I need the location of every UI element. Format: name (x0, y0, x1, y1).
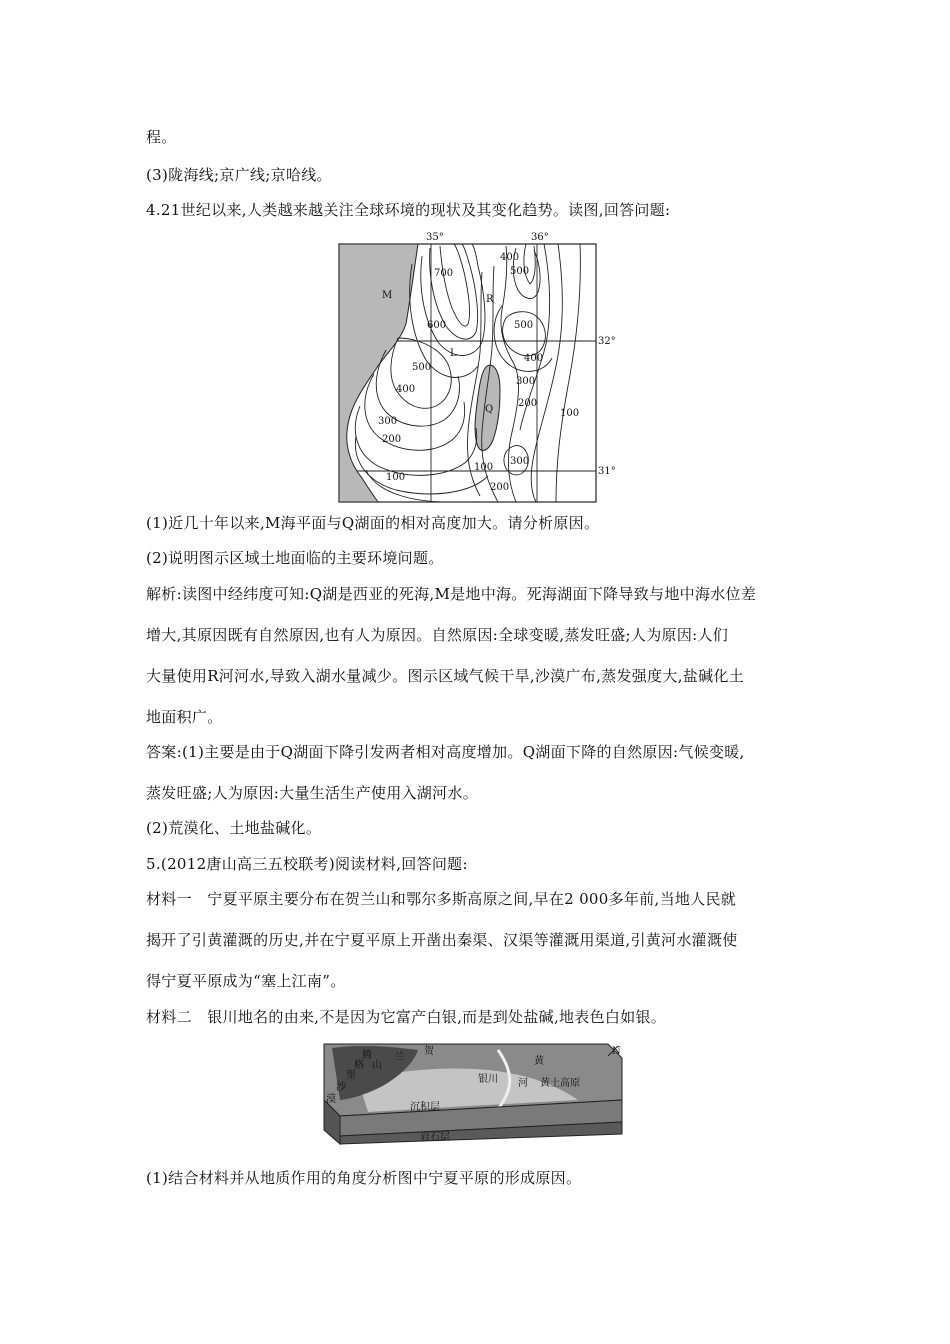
analysis-line-3: 大量使用R河河水,导致入湖水量减少。图示区域气候干旱,沙漠广布,蒸发强度大,盐碱化土 (146, 667, 744, 685)
question-5-1: (1)结合材料并从地质作用的角度分析图中宁夏平原的形成原因。 (146, 1169, 582, 1187)
contour-label: 400 (500, 252, 520, 263)
analysis-line-2: 增大,其原因既有自然原因,也有人为原因。自然原因:全球变暖,蒸发旺盛;人为原因:人们 (146, 626, 729, 644)
contour-map-figure (330, 226, 620, 506)
label-bedrock: 岩石层 (420, 1132, 450, 1143)
region-label-r: R (486, 294, 494, 305)
label-sha: 沙 (336, 1082, 346, 1093)
label-teng: 腾 (362, 1050, 372, 1061)
answer-line-2: 蒸发旺盛;人为原因:大量生活生产使用入湖河水。 (146, 784, 479, 802)
label-sediment: 沉积层 (410, 1102, 440, 1113)
block-diagram-figure (318, 1040, 630, 1150)
analysis-line-4: 地面积广。 (146, 708, 223, 726)
contour-label: 700 (434, 268, 454, 279)
label-huang: 黄 (534, 1056, 544, 1067)
material-1-line-2: 揭开了引黄灌溉的历史,并在宁夏平原上开凿出秦渠、汉渠等灌溉用渠道,引黄河水灌溉使 (146, 931, 738, 949)
question-4-1: (1)近几十年以来,M海平面与Q湖面的相对高度加大。请分析原因。 (146, 514, 600, 532)
contour-label: 200 (382, 434, 402, 445)
text-line-2: (3)陇海线;京广线;京哈线。 (146, 166, 332, 184)
material-1-line-1: 材料一 宁夏平原主要分布在贺兰山和鄂尔多斯高原之间,早在2 000多年前,当地人民就 (146, 890, 737, 908)
text-line-1: 程。 (146, 128, 177, 146)
contour-label: 200 (518, 398, 538, 409)
contour-label: 100 (474, 462, 494, 473)
contour-label: 400 (396, 384, 416, 395)
contour-label: 500 (412, 362, 432, 373)
lat-label-31: 31° (598, 466, 616, 477)
contour-label: 500 (514, 320, 534, 331)
contour-label: 200 (490, 482, 510, 493)
analysis-line-1: 解析:读图中经纬度可知:Q湖是西亚的死海,M是地中海。死海湖面下降导致与地中海水位差 (146, 585, 757, 603)
contour-label: 600 (427, 320, 447, 331)
label-li: 里 (346, 1070, 356, 1081)
material-2: 材料二 银川地名的由来,不是因为它富产白银,而是到处盐碱,地表色白如银。 (146, 1008, 667, 1026)
contour-label: 100 (560, 408, 580, 419)
label-loess-plateau: 黄土高原 (540, 1078, 580, 1089)
sea-m-area (339, 244, 418, 502)
lat-label-32: 32° (598, 336, 616, 347)
lon-label-36: 36° (531, 232, 549, 243)
label-shan: 山 (372, 1060, 382, 1071)
contour-label: 500 (510, 266, 530, 277)
contour-label: 300 (510, 456, 530, 467)
contour-label: 300 (516, 376, 536, 387)
lon-label-35: 35° (426, 232, 444, 243)
contour-label: 400 (524, 353, 544, 364)
answer-line-1: 答案:(1)主要是由于Q湖面下降引发两者相对高度增加。Q湖面下降的自然原因:气候变暖, (146, 743, 745, 761)
contour-label: 300 (378, 416, 398, 427)
label-yinchuan: 银川 (478, 1074, 498, 1085)
region-label-m: M (382, 290, 393, 301)
question-5-stem: 5.(2012唐山高三五校联考)阅读材料,回答问题: (146, 855, 468, 873)
question-4-stem: 4.21世纪以来,人类越来越关注全球环境的现状及其变化趋势。读图,回答问题: (146, 201, 671, 219)
region-label-q: Q (485, 404, 494, 415)
question-4-2: (2)说明图示区域土地面临的主要环境问题。 (146, 549, 444, 567)
material-1-line-3: 得宁夏平原成为“塞上江南”。 (146, 972, 346, 990)
label-mo: 漠 (326, 1094, 336, 1105)
region-label-l: L (450, 348, 457, 359)
label-he-river: 河 (518, 1078, 528, 1089)
label-he: 贺 (424, 1046, 434, 1057)
contour-label: 100 (386, 472, 406, 483)
label-lan: 兰 (394, 1052, 404, 1063)
label-ge: 格 (354, 1060, 364, 1071)
label-north: N (612, 1046, 621, 1057)
answer-line-3: (2)荒漠化、土地盐碱化。 (146, 819, 322, 837)
